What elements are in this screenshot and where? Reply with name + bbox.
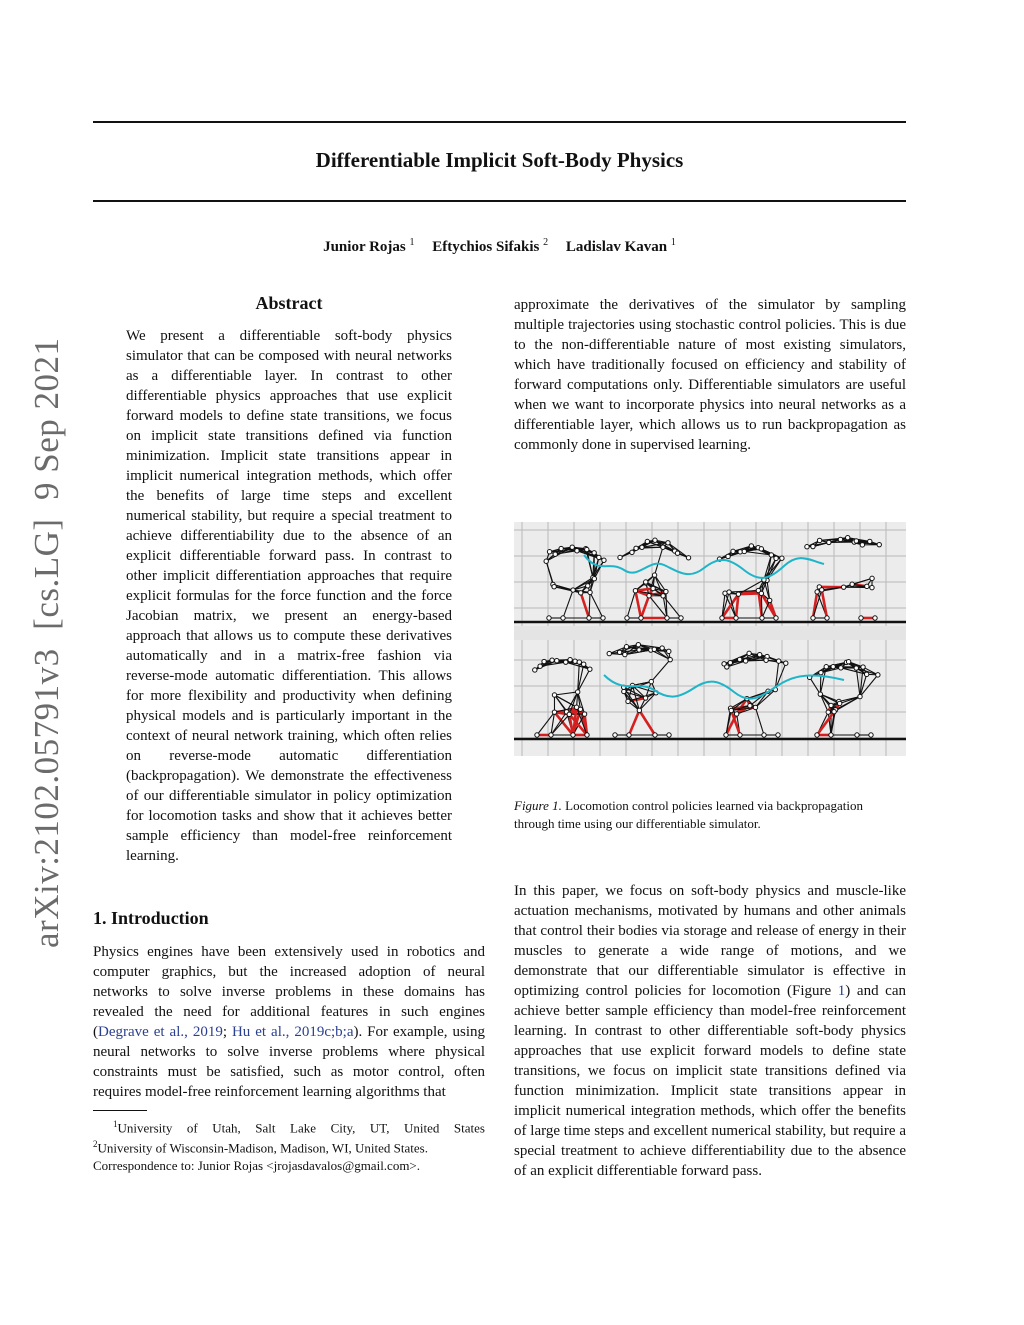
mesh-node xyxy=(575,690,579,694)
mesh-node xyxy=(592,576,596,580)
mesh-node xyxy=(637,648,641,652)
mesh-node xyxy=(587,616,591,620)
mesh-node xyxy=(869,733,873,737)
mesh-node xyxy=(759,591,763,595)
muscle-edge xyxy=(635,591,641,618)
figure-reference-link[interactable]: 1 xyxy=(837,983,846,999)
mesh-node xyxy=(586,584,590,588)
paper-title: Differentiable Implicit Soft-Body Physics xyxy=(315,148,684,172)
mesh-node xyxy=(868,539,872,543)
mesh-node xyxy=(734,616,738,620)
muscle-edge xyxy=(639,710,655,735)
author-name: Junior Rojas xyxy=(323,239,406,255)
mesh-node xyxy=(597,555,601,559)
soft-body-creature xyxy=(722,651,788,737)
footnote-affiliation-2: $^2$University of Wisconsin-Madison, Madison, WI, United States. xyxy=(93,1139,428,1156)
mesh-node xyxy=(567,712,571,716)
mesh-node xyxy=(665,616,669,620)
mesh-node xyxy=(568,657,572,661)
mesh-node xyxy=(846,660,850,664)
footnote-affiliation-1: $^1$University of Utah, Salt Lake City, UT, United States xyxy=(113,1119,485,1136)
mesh-node xyxy=(645,539,649,543)
soft-body-creature xyxy=(807,660,880,738)
mesh-node xyxy=(637,708,641,712)
mesh-node xyxy=(784,661,788,665)
mesh-node xyxy=(573,659,577,663)
intro-paragraph-2: In this paper, we focus on soft-body physics and muscle-like actuation mechanisms, motivated by humans and other animals that control their bodies via storage and release of energy in their muscles to generate a wide range of motions, and we demonstrate that our differentiable simulator is effective in optimizing control policies for locomotion (Figure 1) and can achieve better sample efficiency than model-free reinforcement learning. In contrast to other differentiable soft-body physics approaches that use explicit forward models to define state transitions, we focus on implicit state transitions defined via function minimization. Implicit state transitions appear in implicit numerical integration methods, which offer the benefits of large time steps and excellent numerical stability, but require a special treatment to achieve differentiability due to the absence of an explicit differentiable forward pass. xyxy=(514,883,906,1179)
mesh-node xyxy=(825,616,829,620)
mesh-node xyxy=(870,585,874,589)
mesh-node xyxy=(757,652,761,656)
mesh-node xyxy=(776,733,780,737)
mesh-node xyxy=(860,543,864,547)
title-bottom-rule xyxy=(93,200,906,202)
mesh-node xyxy=(666,541,670,545)
section-heading-introduction: 1. Introduction xyxy=(93,908,209,928)
mesh-node xyxy=(625,616,629,620)
mesh-node xyxy=(720,616,724,620)
figure-caption: Figure 1. Locomotion control policies learned via backpropagation through time using our differentiable simulator. xyxy=(514,798,863,831)
mesh-node xyxy=(544,559,548,563)
mesh-node xyxy=(818,692,822,696)
mesh-node xyxy=(571,588,575,592)
mesh-node xyxy=(643,696,647,700)
mesh-node xyxy=(764,658,768,662)
mesh-node xyxy=(729,708,733,712)
mesh-node xyxy=(726,554,730,558)
mesh-node xyxy=(533,668,537,672)
mesh-node xyxy=(854,666,858,670)
mesh-node xyxy=(846,535,850,539)
mesh-node xyxy=(640,545,644,549)
author-affiliation: 1 xyxy=(670,237,676,248)
mesh-node xyxy=(748,704,752,708)
mesh-node xyxy=(570,545,574,549)
mesh-node xyxy=(865,584,869,588)
mesh-node xyxy=(660,646,664,650)
mesh-node xyxy=(630,550,634,554)
author-name: Eftychios Sifakis xyxy=(432,239,540,255)
mesh-node xyxy=(564,660,568,664)
mesh-node xyxy=(777,659,781,663)
mesh-node xyxy=(839,666,843,670)
panel-divider xyxy=(514,626,906,640)
mesh-node xyxy=(561,616,565,620)
figure-top-edge xyxy=(514,520,906,522)
mesh-node xyxy=(838,537,842,541)
figure-label: Figure 1. xyxy=(514,798,562,813)
muscle-edge xyxy=(822,590,827,618)
mesh-node xyxy=(535,733,539,737)
mesh-node xyxy=(675,551,679,555)
mesh-node xyxy=(679,616,683,620)
mesh-node xyxy=(854,539,858,543)
footnote-correspondence: Correspondence to: Junior Rojas <jrojasdavalos@gmail.com>. xyxy=(93,1157,421,1173)
mesh-node xyxy=(811,544,815,548)
mesh-node xyxy=(661,594,665,598)
mesh-node xyxy=(538,664,542,668)
mesh-edge xyxy=(651,660,670,682)
mesh-edge xyxy=(655,547,663,575)
mesh-node xyxy=(742,549,746,553)
mesh-node xyxy=(668,657,672,661)
mesh-node xyxy=(876,673,880,677)
mesh-node xyxy=(575,549,579,553)
mesh-node xyxy=(649,679,653,683)
mesh-node xyxy=(555,659,559,663)
mesh-node xyxy=(686,556,690,560)
mesh-node xyxy=(815,733,819,737)
mesh-node xyxy=(858,694,862,698)
mesh-node xyxy=(613,733,617,737)
footnote-rule xyxy=(93,1110,147,1111)
mesh-node xyxy=(837,701,841,705)
mesh-node xyxy=(588,590,592,594)
mesh-node xyxy=(747,651,751,655)
mesh-node xyxy=(855,733,859,737)
mesh-node xyxy=(607,651,611,655)
mesh-node xyxy=(547,616,551,620)
mesh-node xyxy=(759,547,763,551)
muscle-edge xyxy=(629,710,639,735)
mesh-node xyxy=(602,558,606,562)
mesh-node xyxy=(652,647,656,651)
mesh-node xyxy=(737,657,741,661)
figure-1-image xyxy=(514,520,906,756)
mesh-node xyxy=(652,573,656,577)
citation-link[interactable]: Degrave et al., 2019 xyxy=(98,1024,223,1040)
mesh-node xyxy=(633,588,637,592)
mesh-node xyxy=(768,598,772,602)
mesh-node xyxy=(577,660,581,664)
mesh-node xyxy=(552,585,556,589)
mesh-node xyxy=(819,670,823,674)
mesh-node xyxy=(815,590,819,594)
mesh-node xyxy=(553,552,557,556)
mesh-node xyxy=(829,703,833,707)
mesh-node xyxy=(829,733,833,737)
mesh-node xyxy=(661,545,665,549)
mesh-node xyxy=(634,546,638,550)
mesh-node xyxy=(651,586,655,590)
mesh-node xyxy=(877,542,881,546)
mesh-node xyxy=(618,555,622,559)
mesh-node xyxy=(574,705,578,709)
mesh-node xyxy=(738,733,742,737)
muscle-edge xyxy=(581,593,589,618)
mesh-node xyxy=(588,667,592,671)
mesh-node xyxy=(769,553,773,557)
mesh-node xyxy=(552,693,556,697)
mesh-node xyxy=(582,712,586,716)
mesh-node xyxy=(731,549,735,553)
muscle-edge xyxy=(738,593,761,594)
author-list xyxy=(93,237,906,256)
abstract-text: We present a differentiable soft-body physics simulator that can be composed with neural networks as a differentiable layer. In contrast to other differentiable physics approaches that use explicit forward models to define state transitions, we focus on implicit state transitions defined via function minimization. Implicit state transitions appear in implicit numerical integration methods, which offer the benefits of large time steps and excellent numerical stability, but require a special treatment to achieve differentiability due to the absence of an explicit differentiable forward pass. In contrast to other implicit differentiation approaches that require explicit formulas for the force function and the force Jacobian matrix, we present an energy-based approach that allows us to compute these derivatives automatically and in a matrix-free fashion via reverse-mode automatic differentiation. This allows for more flexibility and productivity when defining physical models and is particularly important in the context of neural network training, which often relies on reverse-mode automatic differentiation (backpropagation). We demonstrate the effectiveness of our differentiable simulator in policy optimization for locomotion tasks and show that it achieves better sample efficiency than model-free reinforcement learning. xyxy=(126,328,452,864)
soft-body-creature xyxy=(805,535,882,620)
mesh-node xyxy=(873,616,877,620)
mesh-node xyxy=(623,652,627,656)
mesh-node xyxy=(774,616,778,620)
mesh-node xyxy=(864,672,868,676)
mesh-node xyxy=(753,705,757,709)
mesh-node xyxy=(831,664,835,668)
mesh-node xyxy=(727,590,731,594)
soft-body-creature xyxy=(607,642,672,737)
mesh-node xyxy=(647,594,651,598)
mesh-node xyxy=(617,650,621,654)
mesh-edge xyxy=(578,669,590,692)
mesh-node xyxy=(664,589,668,593)
mesh-node xyxy=(592,551,596,555)
mesh-node xyxy=(749,544,753,548)
mesh-edge xyxy=(746,660,766,661)
mesh-node xyxy=(585,547,589,551)
mesh-node xyxy=(734,712,738,716)
mesh-node xyxy=(549,733,553,737)
intro-continuation: approximate the derivatives of the simulator by sampling multiple trajectories using stochastic control policies. This is due to the non-differentiable nature of most existing simulators, which have traditionally focused on efficiency and stability of forward computations only. Differentiable simulators are useful when we want to incorporate physics into neural networks as a differentiable layer, which allows us to run backpropagation as commonly done in supervised learning. xyxy=(514,297,906,453)
mesh-node xyxy=(724,733,728,737)
mesh-node xyxy=(636,642,640,646)
mesh-node xyxy=(817,538,821,542)
mesh-node xyxy=(870,576,874,580)
mesh-node xyxy=(850,582,854,586)
mesh-node xyxy=(811,616,815,620)
mesh-node xyxy=(824,665,828,669)
citation-link[interactable]: Hu et al., 2019c;b;a xyxy=(231,1024,354,1040)
mesh-node xyxy=(653,733,657,737)
mesh-edge xyxy=(627,591,635,618)
mesh-node xyxy=(653,538,657,542)
muscle-edge xyxy=(641,596,649,618)
mesh-node xyxy=(571,733,575,737)
mesh-edge xyxy=(590,592,603,618)
mesh-node xyxy=(624,645,628,649)
author-affiliation: 2 xyxy=(543,237,549,248)
mesh-node xyxy=(601,616,605,620)
mesh-node xyxy=(728,660,732,664)
mesh-node xyxy=(550,658,554,662)
mesh-node xyxy=(547,550,551,554)
mesh-node xyxy=(639,616,643,620)
mesh-node xyxy=(627,733,631,737)
mesh-edge xyxy=(589,592,590,618)
arxiv-stamp: arXiv:2102.05791v3 [cs.LG] 9 Sep 2021 xyxy=(27,337,66,948)
abstract-heading: Abstract xyxy=(255,293,323,313)
mesh-node xyxy=(832,709,836,713)
mesh-node xyxy=(579,591,583,595)
mesh-node xyxy=(667,649,671,653)
mesh-node xyxy=(743,659,747,663)
mesh-node xyxy=(725,665,729,669)
mesh-node xyxy=(780,556,784,560)
mesh-node xyxy=(667,733,671,737)
soft-body-creature xyxy=(533,657,592,737)
mesh-node xyxy=(542,659,546,663)
mesh-node xyxy=(585,733,589,737)
mesh-node xyxy=(820,588,824,592)
mesh-node xyxy=(644,580,648,584)
mesh-node xyxy=(826,710,830,714)
mesh-node xyxy=(805,545,809,549)
mesh-node xyxy=(861,665,865,669)
mesh-node xyxy=(581,662,585,666)
top-rule xyxy=(93,121,906,123)
mesh-edge xyxy=(761,593,762,618)
footnotes xyxy=(93,1116,485,1174)
mesh-node xyxy=(827,540,831,544)
mesh-edge xyxy=(554,695,576,707)
mesh-node xyxy=(762,733,766,737)
mesh-node xyxy=(841,585,845,589)
locomotion-illustration xyxy=(514,520,906,756)
author-affiliation: 1 xyxy=(409,237,415,248)
mesh-edge xyxy=(563,590,573,618)
author-name: Ladislav Kavan xyxy=(565,239,668,255)
mesh-node xyxy=(859,616,863,620)
mesh-node xyxy=(736,592,740,596)
mesh-node xyxy=(760,616,764,620)
mesh-node xyxy=(626,699,630,703)
intro-paragraph: Physics engines have been extensively used in robotics and computer graphics, but the increased adoption of neural networks to solve inverse problems in these domains has revealed the need for additional features in such engines (Degrave et al., 2019; Hu et al., 2019c;b;a). For example, using neural networks to solve inverse problems where physical constraints must be satisfied, such as motor control, often requires model-free reinforcement learning algorithms that xyxy=(93,944,486,1100)
mesh-node xyxy=(559,546,563,550)
mesh-node xyxy=(552,710,556,714)
mesh-node xyxy=(774,556,778,560)
